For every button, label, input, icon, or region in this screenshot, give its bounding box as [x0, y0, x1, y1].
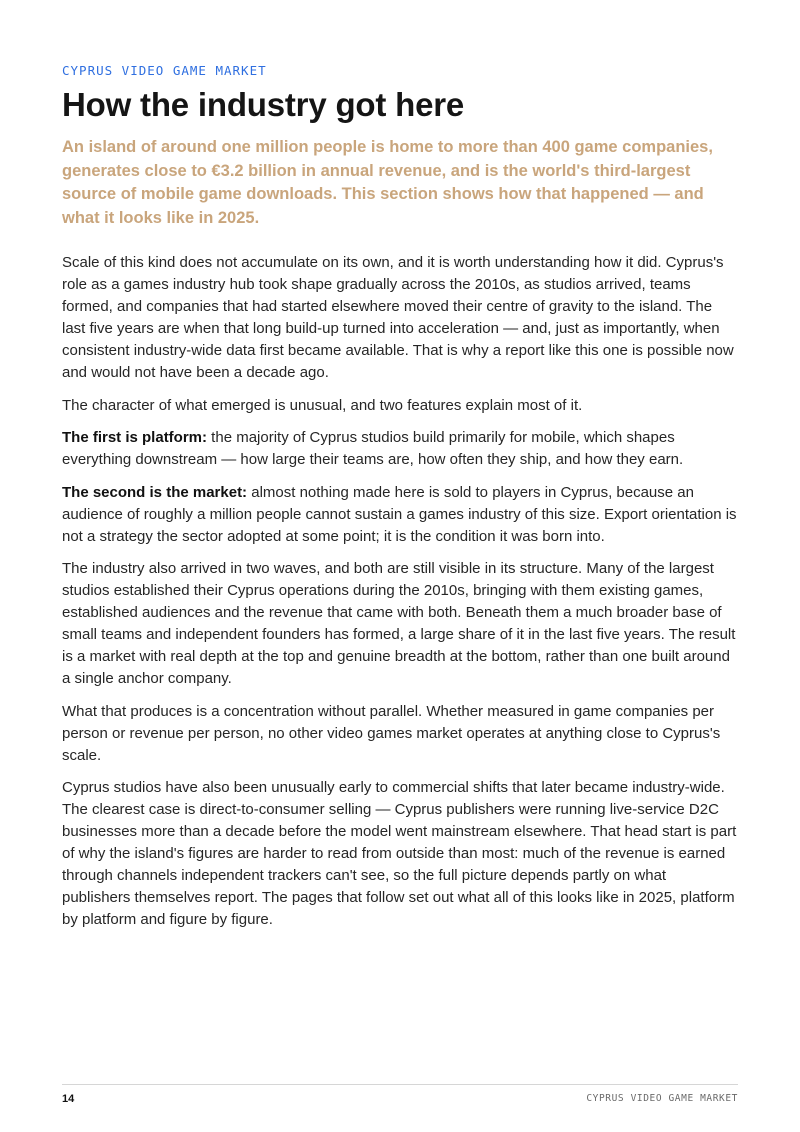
paragraph-6: What that produces is a concentration without parallel. Whether measured in game companies per person or revenue per person, no other video games market operates at anything close to Cyprus's scale.	[62, 702, 721, 764]
paragraph-4-lead: The second is the market:	[62, 483, 248, 501]
footer-divider	[62, 1084, 738, 1085]
lede-paragraph: An island of around one million people is home to more than 400 game companies, generates close to €3.2 billion in annual revenue, and is the world's third-largest source of mobile game downloads. This section shows how that happened — and what it looks like in 2025.	[62, 138, 713, 227]
section-eyebrow: CYPRUS VIDEO GAME MARKET	[62, 63, 267, 78]
paragraph-3-lead: The first is platform:	[62, 429, 208, 446]
footer-label: CYPRUS VIDEO GAME MARKET	[586, 1093, 738, 1104]
paragraph-2: The character of what emerged is unusual, and two features explain most of it.	[62, 396, 583, 414]
body-text	[62, 252, 738, 942]
page-number: 14	[62, 1093, 75, 1105]
paragraph-4-text: almost nothing made here is sold to players in Cyprus, because an audience of roughly a million people cannot sustain a games industry of this size. Export orientation is not a strategy the sector adopted at some point; it is the condition it was born into.	[62, 483, 737, 545]
paragraph-7: Cyprus studios have also been unusually early to commercial shifts that later became industry-wide. The clearest case is direct-to-consumer selling — Cyprus publishers were running live-service D2C businesses more than a decade before the model went mainstream elsewhere. That head start is part of why the island's figures are harder to read from outside than most: much of the revenue is earned through channels independent trackers can't see, so the full picture depends partly on what publishers themselves report. The pages that follow set out what all of this looks like in 2025, platform by platform and figure by figure.	[62, 779, 737, 928]
paragraph-3-text: the majority of Cyprus studios build primarily for mobile, which shapes everything downstream — how large their teams are, how often they ship, and how they earn.	[62, 429, 684, 468]
paragraph-4	[62, 482, 738, 548]
paragraph-3	[62, 427, 738, 471]
paragraph-5: The industry also arrived in two waves, and both are still visible in its structure. Many of the largest studios established their Cyprus operations during the 2010s, bringing with them existing games, established audiences and the revenue that came with both. Beneath them a much broader base of small teams and independent founders has formed, a large share of it in the last five years. The result is a market with real depth at the top and genuine breadth at the bottom, rather than one built around a single anchor company.	[62, 560, 736, 687]
page-title: How the industry got here	[62, 86, 465, 123]
paragraph-1: Scale of this kind does not accumulate on its own, and it is worth understanding how it did. Cyprus's role as a games industry hub took shape gradually across the 2010s, as studios arrived, teams formed, and companies that had started elsewhere moved their centre of gravity to the island. The last five years are when that long build-up turned into acceleration — and, just as importantly, when consistent industry-wide data first became available. That is why a report like this one is possible now and would not have been a decade ago.	[62, 254, 734, 381]
